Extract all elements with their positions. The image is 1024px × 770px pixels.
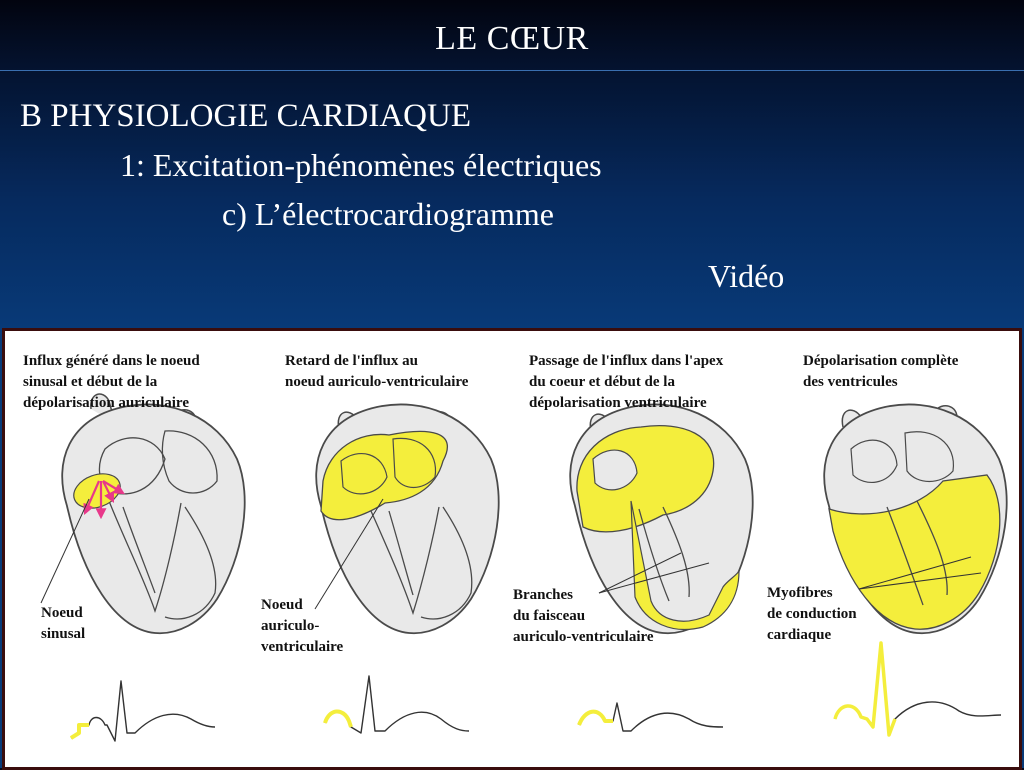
caption-line: noeud auriculo-ventriculaire bbox=[285, 374, 469, 390]
label-line: auriculo-ventriculaire bbox=[513, 629, 654, 645]
title-bar bbox=[0, 0, 1024, 70]
caption-line: sinusal et début de la bbox=[23, 374, 158, 390]
ecg-trace-3 bbox=[579, 703, 723, 731]
panel-3-caption bbox=[529, 351, 723, 414]
label-line: Branches bbox=[513, 587, 573, 603]
section-heading: B PHYSIOLOGIE CARDIAQUE bbox=[20, 98, 471, 134]
ecg-trace-2 bbox=[325, 676, 469, 733]
ecg-trace-1 bbox=[71, 681, 215, 741]
ecg-trace-4 bbox=[835, 643, 1001, 735]
label-noeud-av bbox=[261, 595, 343, 658]
label-branches bbox=[513, 585, 654, 648]
label-line: Noeud bbox=[41, 605, 83, 621]
panel-1-heart bbox=[41, 394, 245, 633]
subsection-heading: 1: Excitation-phénomènes électriques bbox=[120, 147, 602, 183]
label-line: du faisceau bbox=[513, 608, 586, 624]
caption-line: Dépolarisation complète bbox=[803, 353, 959, 369]
label-line: auriculo- bbox=[261, 618, 320, 634]
caption-line: Passage de l'influx dans l'apex bbox=[529, 353, 724, 369]
caption-line: des ventricules bbox=[803, 374, 898, 390]
label-line: cardiaque bbox=[767, 627, 832, 643]
caption-line: Influx généré dans le noeud bbox=[23, 353, 200, 369]
label-line: de conduction bbox=[767, 606, 857, 622]
panel-1-caption bbox=[23, 351, 200, 414]
label-noeud-sinusal bbox=[41, 603, 85, 645]
caption-line: Retard de l'influx au bbox=[285, 353, 418, 369]
panel-4-caption bbox=[803, 351, 958, 393]
caption-line: du coeur et début de la bbox=[529, 374, 675, 390]
label-myofibres bbox=[767, 583, 857, 646]
label-line: Noeud bbox=[261, 597, 303, 613]
slide-title: LE CŒUR bbox=[435, 20, 589, 57]
topic-heading: c) L’électrocardiogramme bbox=[222, 196, 554, 232]
caption-line: dépolarisation auriculaire bbox=[23, 395, 189, 411]
caption-line: dépolarisation ventriculaire bbox=[529, 395, 707, 411]
ecg-figure bbox=[2, 328, 1022, 770]
label-line: ventriculaire bbox=[261, 639, 344, 655]
label-line: Myofibres bbox=[767, 585, 833, 601]
title-divider bbox=[0, 70, 1024, 71]
panel-2-caption bbox=[285, 351, 468, 393]
video-link[interactable]: Vidéo bbox=[708, 258, 785, 294]
label-line: sinusal bbox=[41, 626, 86, 642]
